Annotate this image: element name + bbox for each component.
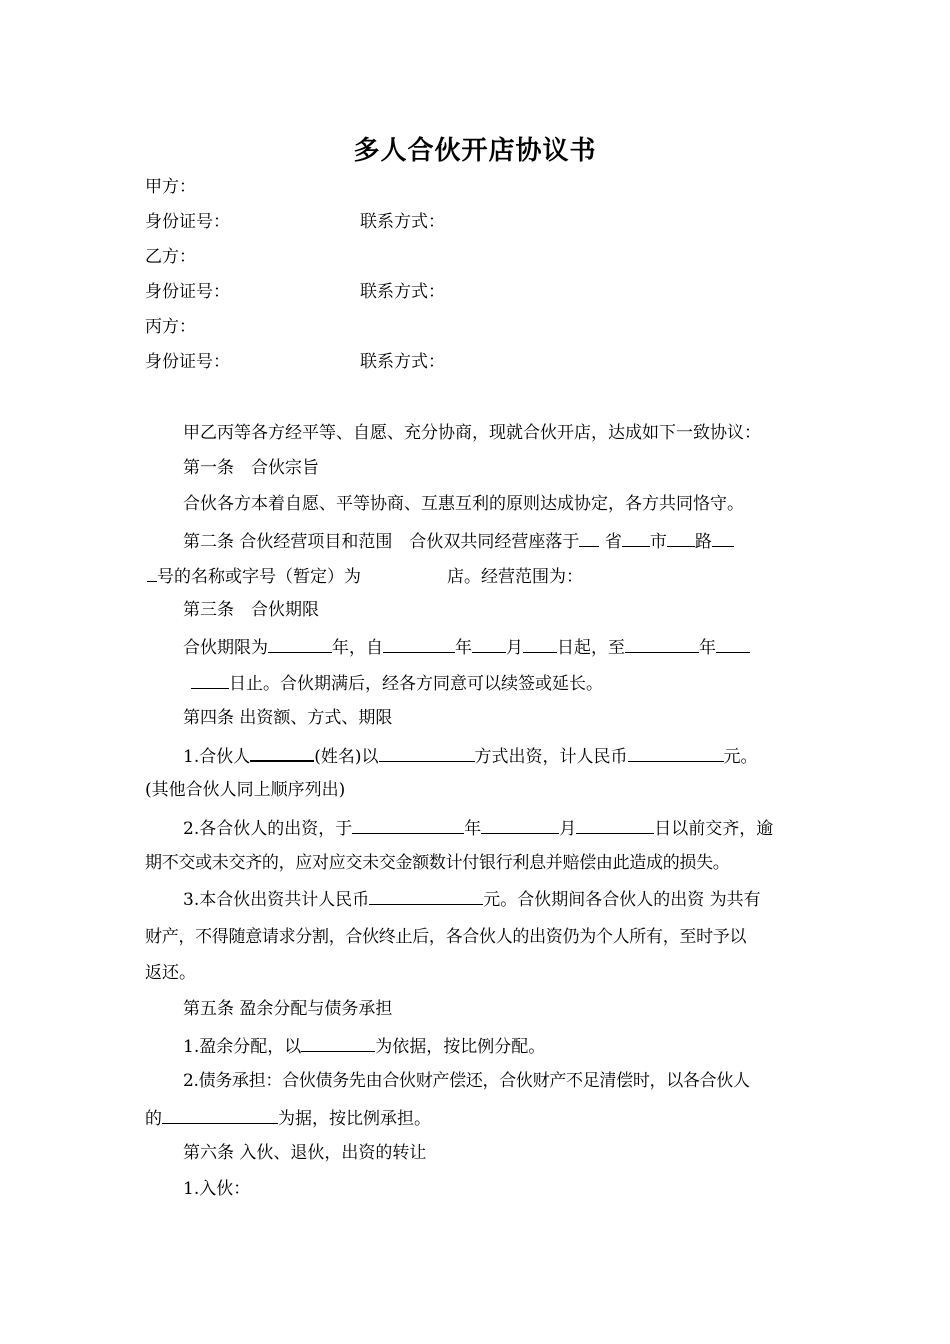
- article-3-text-d: 日起，至: [557, 638, 625, 658]
- article-3-text-a: 合伙期限为: [183, 638, 268, 658]
- article-4-title: 第四条 出资额、方式、期限: [183, 708, 393, 728]
- document-title: 多人合伙开店协议书: [353, 136, 597, 166]
- article-4-item-3-line-3: 返还。: [145, 963, 196, 983]
- blank-partner-name: [250, 742, 314, 762]
- article-5-item-2-line-1: 2.债务承担：合伙债务先由合伙财产偿还，合伙财产不足清偿时，以各合伙人: [183, 1071, 750, 1091]
- article-4-item-2-line-2: 期不交或未交齐的，应对应交未交金额数计付银行利息并赔偿由此造成的损失。: [145, 853, 730, 873]
- article-5-2-text-c: 为据，按比例承担。: [278, 1109, 431, 1129]
- article-1-title: 第一条 合伙宗旨: [183, 458, 319, 478]
- blank-debt-basis: [162, 1105, 278, 1124]
- blank-deadline-year: [352, 815, 464, 834]
- article-5-2-text-b: 的: [145, 1109, 162, 1129]
- blank-number-a: [712, 528, 734, 547]
- blank-profit-basis: [301, 1033, 375, 1052]
- article-2-text-d: 路: [694, 532, 712, 552]
- article-5-title: 第五条 盈余分配与债务承担: [183, 999, 393, 1019]
- article-4-3-text-b: 元。合伙期间各合伙人的出资 为共有: [483, 890, 761, 910]
- article-2-text-b: 省: [604, 532, 622, 552]
- article-5-item-1: [183, 1033, 545, 1059]
- article-3-line-1: [183, 634, 750, 660]
- article-4-item-3-line-1: [183, 886, 761, 912]
- blank-start-day: [523, 634, 557, 653]
- article-4-1-text-b: (姓名)以: [314, 747, 379, 767]
- article-4-item-2-line-1: [145, 815, 807, 841]
- blank-end-month: [716, 634, 750, 653]
- article-4-2-text-a: 2.各合伙人的出资，于: [183, 819, 353, 839]
- party-b-contact-label: 联系方式：: [360, 282, 445, 302]
- article-2-text-e: 号的名称或字号（暂定）为: [157, 567, 361, 587]
- blank-deadline-month: [481, 815, 559, 834]
- article-2-text-a: 第二条 合伙经营项目和范围 合伙双共同经营座落于: [183, 532, 580, 552]
- article-5-1-text-a: 1.盈余分配，以: [183, 1037, 302, 1057]
- article-2-line-1: [183, 528, 734, 554]
- blank-start-month: [472, 634, 506, 653]
- party-a-contact-label: 联系方式：: [360, 212, 445, 232]
- blank-start-year: [383, 634, 455, 653]
- blank-contribution-method: [379, 743, 475, 762]
- article-4-1-text-c: 方式出资，计人民币: [474, 747, 628, 767]
- party-b-label: 乙方：: [145, 247, 196, 267]
- blank-total-capital: [369, 886, 483, 905]
- article-1-body: 合伙各方本着自愿、平等协商、互惠互利的原则达成协定，各方共同恪守。: [183, 494, 744, 514]
- article-2-text-c: 市: [649, 532, 667, 552]
- article-5-1-text-b: 为依据，按比例分配。: [375, 1037, 546, 1057]
- article-4-2-text-c: 月: [559, 819, 577, 839]
- article-4-3-text-a: 3.本合伙出资共计人民币: [183, 890, 370, 910]
- article-3-text-end: 日止。合伙期满后，经各方同意可以续签或延长。: [229, 674, 603, 694]
- article-3-text-y2: 年: [455, 638, 472, 658]
- article-4-1-text-d: 元。: [723, 747, 758, 767]
- blank-road: [667, 528, 695, 547]
- blank-deadline-day: [576, 815, 654, 834]
- blank-city: [622, 528, 650, 547]
- article-3-title: 第三条 合伙期限: [183, 600, 319, 620]
- article-4-2-text-d: 日以前交齐，逾: [654, 819, 774, 839]
- article-4-note: (其他合伙人同上顺序列出): [145, 780, 346, 800]
- article-3-text-y3: 年: [699, 638, 716, 658]
- article-4-item-3-line-2: 财产，不得随意请求分割，合伙终止后，各合伙人的出资仍为个人所有，至时予以: [145, 927, 747, 947]
- article-2-text-f: 店。经营范围为：: [447, 567, 583, 587]
- blank-term-years: [268, 634, 332, 653]
- article-3-text-year: 年，自: [332, 638, 383, 658]
- blank-end-year: [625, 634, 699, 653]
- party-c-id-label: 身份证号：: [145, 352, 230, 372]
- article-2-line-2: [147, 563, 583, 589]
- intro-paragraph: 甲乙丙等各方经平等、自愿、充分协商，现就合伙开店，达成如下一致协议：: [183, 423, 761, 443]
- party-c-contact-label: 联系方式：: [360, 352, 445, 372]
- article-3-line-2: [191, 670, 603, 696]
- party-a-id-label: 身份证号：: [145, 212, 230, 232]
- article-4-1-text-a: 1.合伙人: [183, 747, 251, 767]
- blank-number-b: [147, 563, 157, 582]
- article-6-title: 第六条 入伙、退伙，出资的转让: [183, 1143, 427, 1163]
- party-a-label: 甲方：: [145, 177, 196, 197]
- article-4-2-text-b: 年: [464, 819, 482, 839]
- article-4-item-1: [183, 742, 758, 769]
- party-b-id-label: 身份证号：: [145, 282, 230, 302]
- party-c-label: 丙方：: [145, 317, 196, 337]
- blank-contribution-amount: [628, 743, 724, 762]
- article-6-item-1: 1.入伙：: [183, 1179, 251, 1199]
- article-5-item-2-line-2: [145, 1105, 431, 1131]
- article-3-text-m: 月: [506, 638, 523, 658]
- blank-end-day: [191, 670, 229, 689]
- blank-province: [579, 528, 599, 547]
